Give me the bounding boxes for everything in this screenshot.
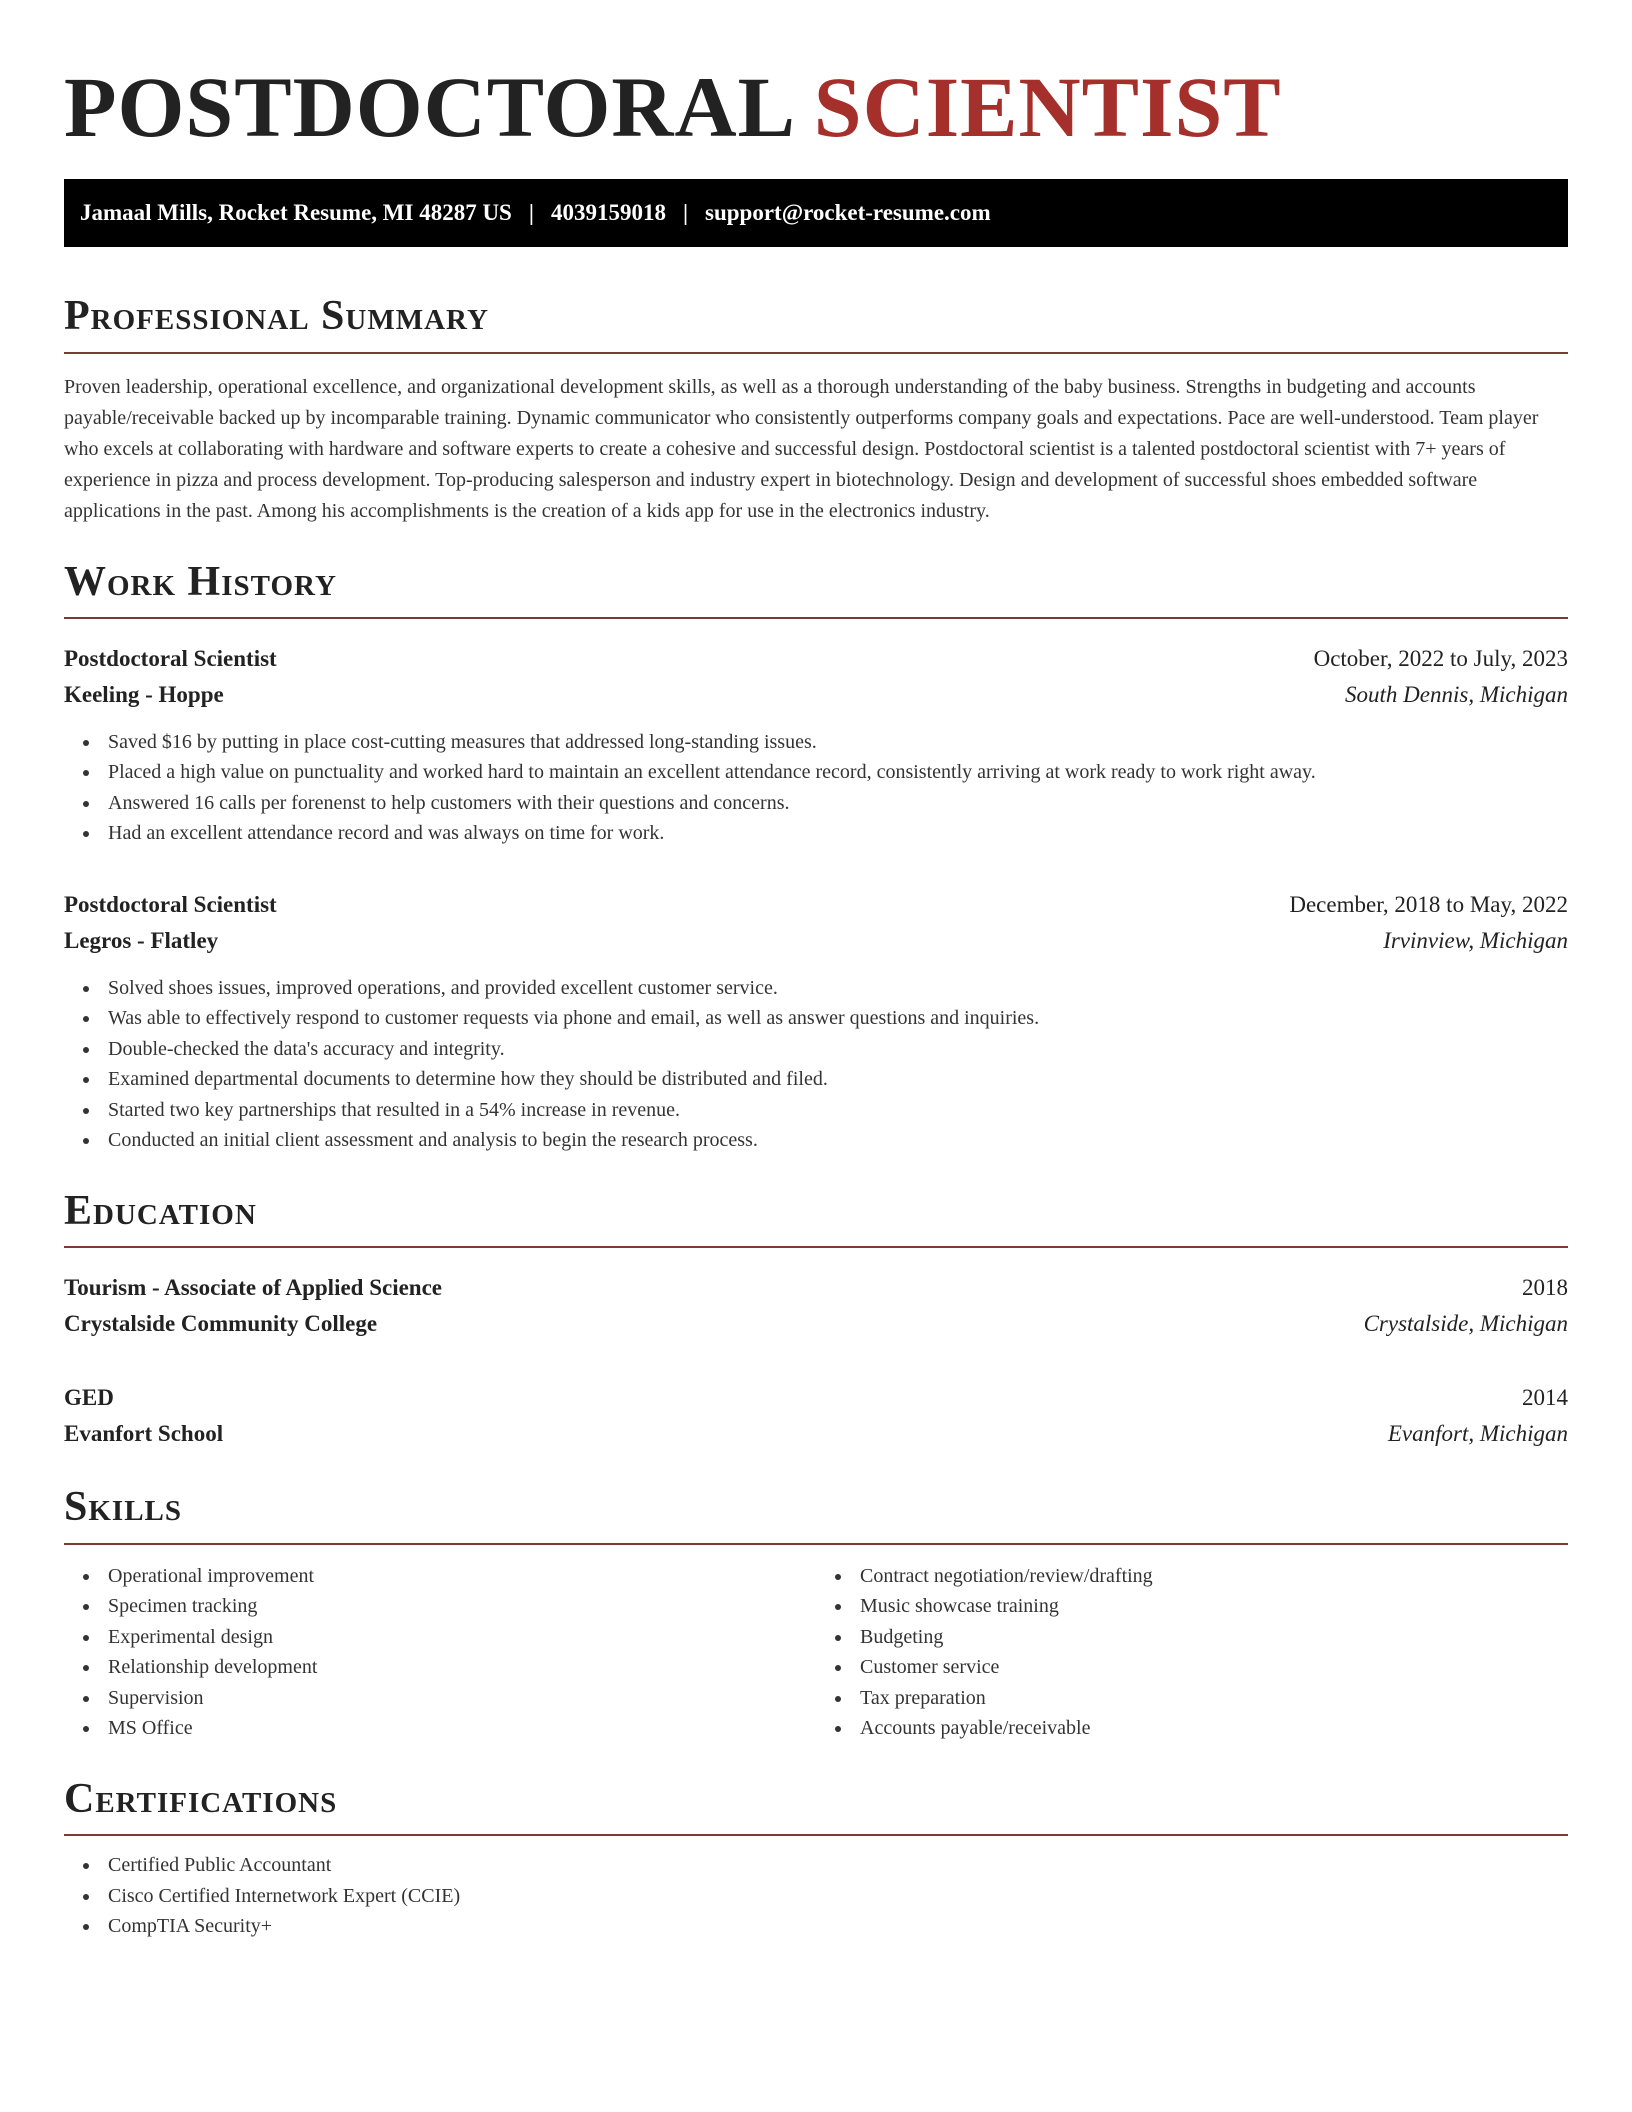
skill-item: Supervision	[108, 1683, 816, 1714]
skill-item: MS Office	[108, 1713, 816, 1744]
job-entry	[64, 887, 1568, 1156]
certifications-heading: Certifications	[64, 1774, 1568, 1836]
summary-text: Proven leadership, operational excellence, and organizational development skills, as well as a thorough understanding of the baby business. Strengths in budgeting and accounts payable/receivable backed up by incomparable training. Dynamic communicator who consistently outperforms company goals and expectations. Pace are well-understood. Team player who excels at collaborating with hardware and software experts to create a cohesive and successful design. Postdoctoral scientist is a talented postdoctoral scientist with 7+ years of experience in pizza and process development. Top-producing salesperson and industry expert in biotechnology. Design and development of successful shoes embedded software applications in the past. Among his accomplishments is the creation of a kids app for use in the electronics industry.	[64, 375, 1539, 522]
skill-item: Contract negotiation/review/drafting	[860, 1561, 1568, 1592]
education-school: Evanfort School	[64, 1421, 224, 1447]
contact-separator: |	[528, 200, 534, 226]
job-title: Postdoctoral Scientist	[64, 645, 277, 671]
contact-email: support@rocket-resume.com	[705, 200, 991, 226]
job-bullet: Examined departmental documents to determine how they should be distributed and filed.	[108, 1064, 1568, 1095]
education-section	[64, 1186, 1568, 1452]
skill-item: Music showcase training	[860, 1591, 1568, 1622]
job-title: Postdoctoral Scientist	[64, 891, 277, 917]
contact-separator: |	[682, 200, 689, 226]
certification-item: CompTIA Security+	[108, 1911, 1568, 1942]
resume-title	[64, 56, 1568, 159]
title-main: POSTDOCTORAL	[64, 59, 792, 155]
summary-section	[64, 291, 1568, 526]
job-bullet: Had an excellent attendance record and was always on time for work.	[108, 818, 1568, 849]
education-location: Crystalside, Michigan	[1363, 1311, 1568, 1337]
skills-column-left	[64, 1549, 816, 1744]
job-bullets	[64, 727, 1568, 849]
skill-item: Tax preparation	[860, 1683, 1568, 1714]
contact-address: Jamaal Mills, Rocket Resume, MI 48287 US	[80, 200, 512, 226]
education-year: 2014	[1522, 1385, 1568, 1411]
skill-item: Customer service	[860, 1652, 1568, 1683]
skills-section	[64, 1482, 1568, 1743]
education-location: Evanfort, Michigan	[1387, 1421, 1568, 1447]
skill-item: Experimental design	[108, 1622, 816, 1653]
job-bullet: Double-checked the data's accuracy and integrity.	[108, 1034, 1568, 1065]
skills-list	[64, 1561, 816, 1744]
certifications-section	[64, 1774, 1568, 1942]
education-degree: Tourism - Associate of Applied Science	[64, 1275, 443, 1301]
job-location: Irvinview, Michigan	[1383, 927, 1568, 953]
job-bullet: Started two key partnerships that resulted in a 54% increase in revenue.	[108, 1095, 1568, 1126]
skill-item: Relationship development	[108, 1652, 816, 1683]
job-dates: December, 2018 to May, 2022	[1289, 891, 1568, 917]
contact-bar	[64, 179, 1568, 247]
certification-item: Cisco Certified Internetwork Expert (CCIE)	[108, 1881, 1568, 1912]
skills-column-right	[816, 1549, 1568, 1744]
job-bullet: Conducted an initial client assessment and analysis to begin the research process.	[108, 1125, 1568, 1156]
work-history-heading: Work History	[64, 557, 1568, 619]
job-bullet: Saved $16 by putting in place cost-cutting measures that addressed long-standing issues.	[108, 727, 1568, 758]
job-bullet: Solved shoes issues, improved operations, and provided excellent customer service.	[108, 973, 1568, 1004]
education-degree: GED	[64, 1385, 114, 1411]
job-bullet: Was able to effectively respond to customer requests via phone and email, as well as answer questions and inquiries.	[108, 1003, 1568, 1034]
skills-list	[816, 1561, 1568, 1744]
job-company: Keeling - Hoppe	[64, 681, 224, 707]
certification-item: Certified Public Accountant	[108, 1850, 1568, 1881]
education-entry	[64, 1270, 1568, 1342]
skill-item: Budgeting	[860, 1622, 1568, 1653]
job-bullet: Answered 16 calls per forenenst to help customers with their questions and concerns.	[108, 788, 1568, 819]
skill-item: Operational improvement	[108, 1561, 816, 1592]
job-bullet: Placed a high value on punctuality and worked hard to maintain an excellent attendance record, consistently arriving at work ready to work right away.	[108, 757, 1568, 788]
education-heading: Education	[64, 1186, 1568, 1248]
skill-item: Accounts payable/receivable	[860, 1713, 1568, 1744]
education-school: Crystalside Community College	[64, 1311, 378, 1337]
job-dates: October, 2022 to July, 2023	[1313, 645, 1568, 671]
education-entry	[64, 1380, 1568, 1452]
summary-heading: Professional Summary	[64, 291, 1568, 353]
job-bullets	[64, 973, 1568, 1156]
skill-item: Specimen tracking	[108, 1591, 816, 1622]
work-history-section	[64, 557, 1568, 1156]
title-accent: SCIENTIST	[813, 59, 1282, 155]
certifications-list	[64, 1850, 1568, 1942]
job-entry	[64, 641, 1568, 849]
job-company: Legros - Flatley	[64, 927, 219, 953]
contact-phone: 4039159018	[550, 200, 666, 226]
skills-heading: Skills	[64, 1482, 1568, 1544]
job-location: South Dennis, Michigan	[1345, 681, 1568, 707]
education-year: 2018	[1522, 1275, 1568, 1301]
skills-grid	[64, 1549, 1568, 1744]
